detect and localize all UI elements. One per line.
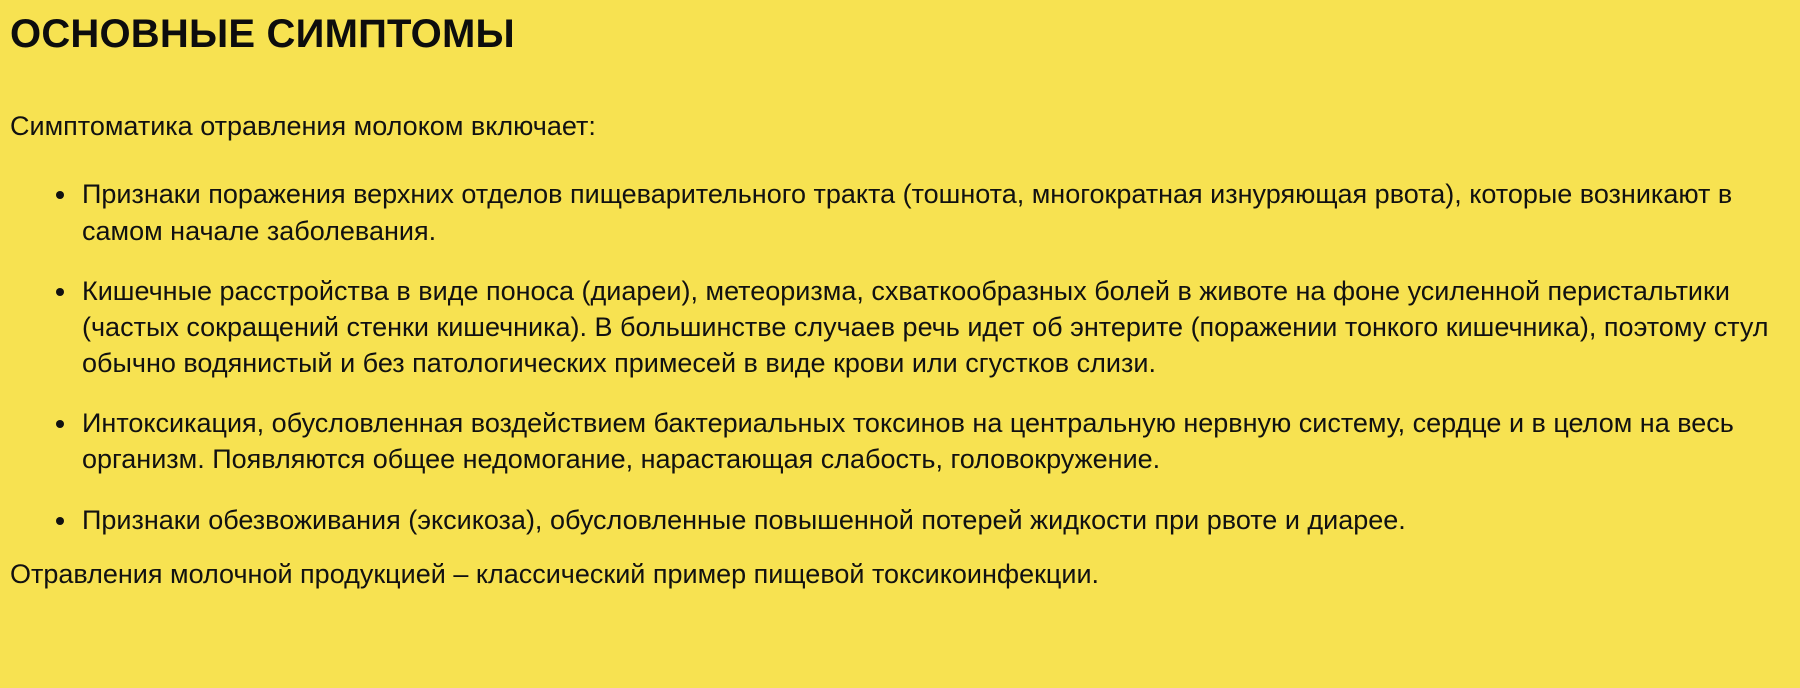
list-item: Интоксикация, обусловленная воздействием бактериальных токсинов на центральную нервную систему, сердце и в целом на весь организм. Появляются общее недомогание, нарастающая слабость, головокружение. [56,405,1770,477]
list-item: Признаки поражения верхних отделов пищеварительного тракта (тошнота, многократная изнуряющая рвота), которые возникают в самом начале заболевания. [56,176,1770,248]
intro-paragraph: Симптоматика отравления молоком включает: [10,111,596,141]
list-item: Кишечные расстройства в виде поноса (диареи), метеоризма, схваткообразных болей в животе на фоне усиленной перистальтики (частых сокращений стенки кишечника). В большинстве случаев речь идет об энтерите (поражении тонкого кишечника), поэтому стул обычно водянистый и без патологических примесей в виде крови или сгустков слизи. [56,273,1770,382]
list-item: Признаки обезвоживания (эксикоза), обусловленные повышенной потерей жидкости при рвоте и диарее. [56,502,1770,538]
page-title: ОСНОВНЫЕ СИМПТОМЫ [10,12,515,56]
symptom-list [10,176,1770,537]
closing-paragraph: Отравления молочной продукцией – классический пример пищевой токсикоинфекции. [10,558,1100,589]
